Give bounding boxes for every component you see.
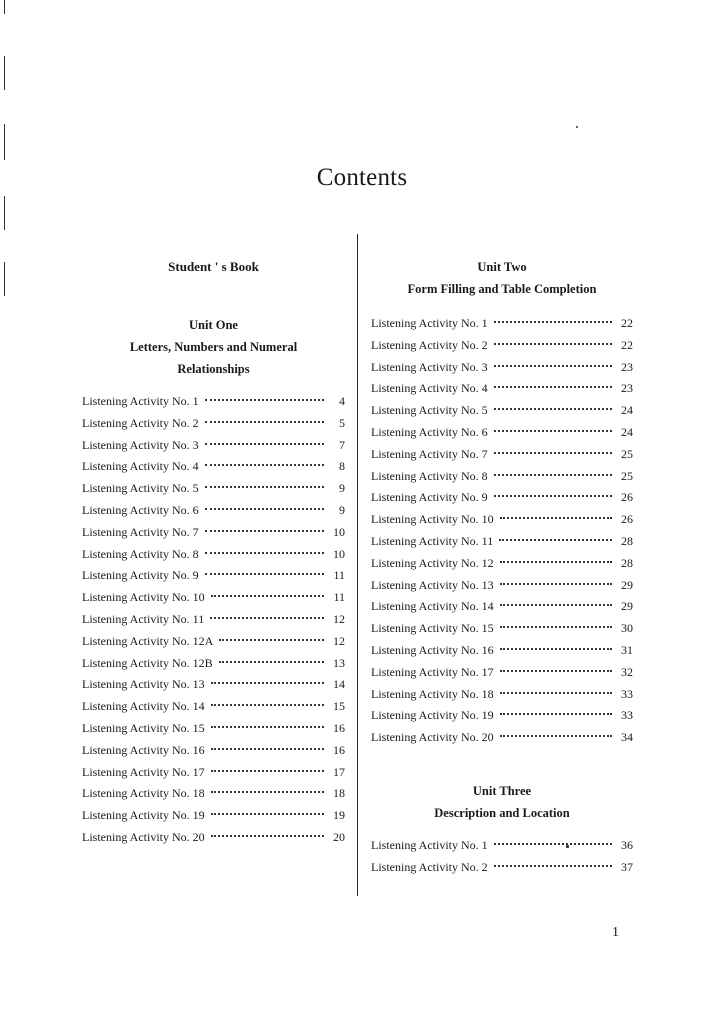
- unit-one-subtitle-line2: Relationships: [177, 362, 250, 376]
- page-title: Contents: [316, 164, 408, 191]
- scan-speck: [576, 126, 578, 128]
- toc-entry-label: Listening Activity No. 20: [82, 829, 205, 844]
- toc-entry-label: Listening Activity No. 4: [82, 459, 199, 474]
- dot-leader: [500, 691, 612, 694]
- toc-entry-page: 4: [339, 394, 345, 408]
- dot-leader: [494, 451, 612, 454]
- dot-leader: [500, 734, 612, 737]
- right-column: [371, 256, 633, 882]
- scan-margin-mark: [4, 196, 5, 230]
- dot-leader: [219, 638, 324, 641]
- toc-entry[interactable]: [82, 721, 345, 743]
- dot-leader: [211, 812, 324, 815]
- unit-one-title: Unit One: [189, 318, 238, 332]
- toc-entry-label: Listening Activity No. 13: [82, 677, 205, 692]
- unit-two-title: Unit Two: [477, 260, 527, 274]
- toc-entry-page: 19: [333, 808, 345, 823]
- toc-entry-label: Listening Activity No. 2: [371, 337, 488, 352]
- toc-entry-label: Listening Activity No. 1: [371, 316, 488, 330]
- toc-entry-label: Listening Activity No. 15: [82, 720, 205, 735]
- scan-margin-mark: [4, 262, 5, 296]
- toc-entry-page: 8: [339, 459, 345, 474]
- toc-entry-label: Listening Activity No. 1: [82, 394, 199, 408]
- book-heading: Student ' s Book: [168, 259, 259, 274]
- toc-entry[interactable]: [82, 612, 345, 634]
- toc-entry[interactable]: [82, 547, 345, 569]
- dot-leader: [211, 594, 324, 597]
- toc-entry-page: 9: [339, 481, 345, 496]
- dot-leader: [219, 660, 324, 663]
- dot-leader: [205, 529, 324, 532]
- toc-entry-label: Listening Activity No. 8: [82, 546, 199, 561]
- dot-leader: [211, 681, 324, 684]
- toc-entry[interactable]: [371, 730, 633, 752]
- toc-entry-label: Listening Activity No. 2: [82, 415, 199, 430]
- toc-entry[interactable]: [371, 469, 633, 491]
- toc-entry-label: Listening Activity No. 6: [82, 502, 199, 517]
- unit-one-subtitle-line1: Letters, Numbers and Numeral: [129, 340, 298, 354]
- toc-entry-label: Listening Activity No. 4: [371, 381, 488, 396]
- toc-entry-label: Listening Activity No. 5: [82, 481, 199, 496]
- dot-leader: [211, 769, 324, 772]
- toc-entry-page: 25: [621, 446, 633, 461]
- toc-entry-label: Listening Activity No. 15: [371, 621, 494, 636]
- toc-entry-page: 29: [621, 599, 633, 614]
- toc-entry-label: Listening Activity No. 10: [371, 512, 494, 527]
- toc-entry[interactable]: [82, 525, 345, 547]
- toc-entry[interactable]: [82, 677, 345, 699]
- toc-entry-page: 24: [621, 424, 633, 439]
- dot-leader: [210, 616, 324, 619]
- scan-margin-mark: [4, 124, 5, 160]
- toc-entry[interactable]: [82, 481, 345, 503]
- toc-entry-page: 36: [621, 837, 633, 852]
- toc-entry-page: 23: [621, 359, 633, 374]
- toc-entry-label: Listening Activity No. 3: [82, 437, 199, 452]
- toc-entry[interactable]: [371, 447, 633, 469]
- scan-margin-mark: [4, 0, 5, 14]
- toc-entry-label: Listening Activity No. 14: [82, 699, 205, 714]
- dot-leader: [494, 342, 612, 345]
- toc-entry-page: 26: [621, 512, 633, 527]
- unit-two-heading: [371, 256, 633, 300]
- dot-leader: [211, 703, 324, 706]
- toc-entry[interactable]: [371, 687, 633, 709]
- toc-entry-page: 26: [621, 490, 633, 505]
- toc-entry-page: 15: [333, 699, 345, 714]
- toc-entry-page: 20: [333, 829, 345, 844]
- toc-entry-label: Listening Activity No. 5: [371, 403, 488, 418]
- toc-entry[interactable]: [371, 316, 633, 338]
- toc-entry-page: 18: [333, 786, 345, 801]
- toc-entry-page: 12: [333, 633, 345, 648]
- toc-entry[interactable]: [371, 360, 633, 382]
- toc-entry-page: 25: [621, 468, 633, 483]
- toc-entry[interactable]: [371, 556, 633, 578]
- toc-entry-label: Listening Activity No. 20: [371, 730, 494, 745]
- toc-entry-label: Listening Activity No. 13: [371, 577, 494, 592]
- dot-leader: [211, 747, 324, 750]
- toc-entry[interactable]: [371, 381, 633, 403]
- toc-entry-page: 28: [621, 533, 633, 548]
- dot-leader: [494, 429, 612, 432]
- scan-margin-mark: [4, 56, 5, 90]
- toc-entry[interactable]: [371, 708, 633, 730]
- toc-entry-label: Listening Activity No. 17: [82, 764, 205, 779]
- toc-entry-page: 10: [333, 524, 345, 539]
- dot-leader: [494, 364, 612, 367]
- toc-entry-page: 14: [333, 677, 345, 692]
- toc-entry-label: Listening Activity No. 12B: [82, 655, 213, 670]
- dot-leader: [500, 625, 612, 628]
- unit-two-entry-list: [371, 316, 633, 752]
- toc-entry-page: 12: [333, 611, 345, 626]
- toc-entry-label: Listening Activity No. 17: [371, 664, 494, 679]
- unit-three-heading: [371, 780, 633, 824]
- toc-entry[interactable]: [371, 490, 633, 512]
- toc-entry-label: Listening Activity No. 1: [371, 837, 488, 852]
- toc-entry[interactable]: [371, 425, 633, 447]
- toc-entry-label: Listening Activity No. 12: [371, 555, 494, 570]
- toc-entry-label: Listening Activity No. 9: [371, 490, 488, 505]
- toc-entry[interactable]: [82, 503, 345, 525]
- toc-entry-label: Listening Activity No. 16: [371, 642, 494, 657]
- dot-leader: [500, 712, 612, 715]
- toc-entry-label: Listening Activity No. 19: [82, 808, 205, 823]
- toc-entry[interactable]: [82, 634, 345, 656]
- toc-entry-label: Listening Activity No. 3: [371, 359, 488, 374]
- toc-entry-page: 32: [621, 664, 633, 679]
- toc-entry[interactable]: [82, 568, 345, 590]
- toc-entry[interactable]: [82, 765, 345, 787]
- dot-leader: [205, 420, 324, 423]
- toc-entry-page: 7: [339, 437, 345, 452]
- toc-entry-page: 33: [621, 708, 633, 723]
- toc-entry-page: 17: [333, 764, 345, 779]
- toc-entry-page: 22: [621, 337, 633, 352]
- toc-entry-page: 34: [621, 730, 633, 745]
- dot-leader: [211, 790, 324, 793]
- dot-leader: [494, 407, 612, 410]
- dot-leader: [205, 572, 324, 575]
- toc-entry[interactable]: [82, 743, 345, 765]
- toc-entry-label: Listening Activity No. 14: [371, 599, 494, 614]
- toc-entry[interactable]: [371, 599, 633, 621]
- dot-leader: [205, 485, 324, 488]
- toc-entry[interactable]: [371, 512, 633, 534]
- toc-entry-label: Listening Activity No. 11: [82, 611, 205, 626]
- toc-entry-page: 30: [621, 621, 633, 636]
- toc-entry[interactable]: [371, 860, 633, 882]
- toc-entry[interactable]: [371, 403, 633, 425]
- unit-two-subtitle: Form Filling and Table Completion: [407, 282, 597, 296]
- toc-entry[interactable]: [82, 394, 345, 416]
- dot-leader: [500, 647, 612, 650]
- dot-leader: [205, 442, 324, 445]
- toc-entry-page: 13: [333, 655, 345, 670]
- page-number: 1: [612, 925, 619, 940]
- toc-entry[interactable]: [82, 590, 345, 612]
- toc-entry-label: Listening Activity No. 9: [82, 568, 199, 583]
- dot-leader: [500, 582, 612, 585]
- toc-entry-page: 23: [621, 381, 633, 396]
- dot-leader: [494, 842, 612, 845]
- toc-entry-page: 9: [339, 502, 345, 517]
- toc-entry-page: 11: [333, 568, 345, 583]
- toc-entry[interactable]: [371, 838, 633, 860]
- toc-entry[interactable]: [371, 534, 633, 556]
- toc-entry-page: 37: [621, 859, 633, 874]
- dot-leader: [494, 385, 612, 388]
- dot-leader: [494, 473, 612, 476]
- toc-entry-page: 16: [333, 742, 345, 757]
- toc-entry-page: 10: [333, 546, 345, 561]
- toc-entry-label: Listening Activity No. 7: [82, 524, 199, 539]
- dot-leader: [499, 538, 612, 541]
- toc-entry-label: Listening Activity No. 6: [371, 424, 488, 439]
- toc-entry-page: 5: [339, 415, 345, 430]
- toc-entry-label: Listening Activity No. 19: [371, 708, 494, 723]
- dot-leader: [211, 834, 324, 837]
- toc-entry-page: 24: [621, 403, 633, 418]
- unit-three-subtitle: Description and Location: [434, 805, 570, 820]
- toc-entry-label: Listening Activity No. 18: [371, 686, 494, 701]
- toc-entry-page: 29: [621, 577, 633, 592]
- toc-entry-page: 16: [333, 720, 345, 735]
- toc-entry[interactable]: [371, 338, 633, 360]
- dot-leader: [494, 494, 612, 497]
- toc-entry[interactable]: [371, 665, 633, 687]
- dot-leader: [500, 516, 612, 519]
- dot-leader: [205, 551, 324, 554]
- toc-entry-page: 31: [621, 642, 633, 657]
- toc-entry-label: Listening Activity No. 7: [371, 446, 488, 461]
- toc-entry-page: 22: [621, 316, 633, 330]
- toc-entry-page: 33: [621, 686, 633, 701]
- dot-leader: [205, 398, 324, 401]
- toc-entry-label: Listening Activity No. 8: [371, 468, 488, 483]
- unit-three-title: Unit Three: [472, 783, 532, 798]
- toc-entry-label: Listening Activity No. 10: [82, 590, 205, 605]
- left-column: [82, 256, 345, 852]
- dot-leader: [211, 725, 324, 728]
- toc-entry[interactable]: [82, 830, 345, 852]
- toc-entry-page: 28: [621, 555, 633, 570]
- dot-leader: [500, 669, 612, 672]
- toc-entry-label: Listening Activity No. 16: [82, 742, 205, 757]
- unit-three-entry-list: [371, 838, 633, 882]
- toc-entry[interactable]: [82, 786, 345, 808]
- dot-leader: [494, 320, 612, 323]
- toc-entry[interactable]: [82, 699, 345, 721]
- dot-leader: [500, 560, 612, 563]
- toc-entry-page: 11: [333, 590, 345, 605]
- column-divider: [357, 234, 358, 896]
- dot-leader: [494, 864, 612, 867]
- toc-entry[interactable]: [82, 808, 345, 830]
- unit-one-entry-list: [82, 394, 345, 852]
- toc-entry[interactable]: [371, 643, 633, 665]
- toc-entry-label: Listening Activity No. 2: [371, 859, 488, 874]
- dot-leader: [205, 507, 324, 510]
- toc-entry[interactable]: [371, 621, 633, 643]
- toc-entry[interactable]: [82, 656, 345, 678]
- toc-entry[interactable]: [371, 578, 633, 600]
- toc-entry[interactable]: [82, 459, 345, 481]
- toc-entry-label: Listening Activity No. 18: [82, 786, 205, 801]
- dot-leader: [205, 463, 324, 466]
- toc-entry-label: Listening Activity No. 11: [371, 533, 494, 548]
- unit-one-heading: [82, 314, 345, 380]
- toc-entry[interactable]: [82, 416, 345, 438]
- toc-entry-label: Listening Activity No. 12A: [82, 633, 214, 648]
- dot-leader: [500, 603, 612, 606]
- toc-entry[interactable]: [82, 438, 345, 460]
